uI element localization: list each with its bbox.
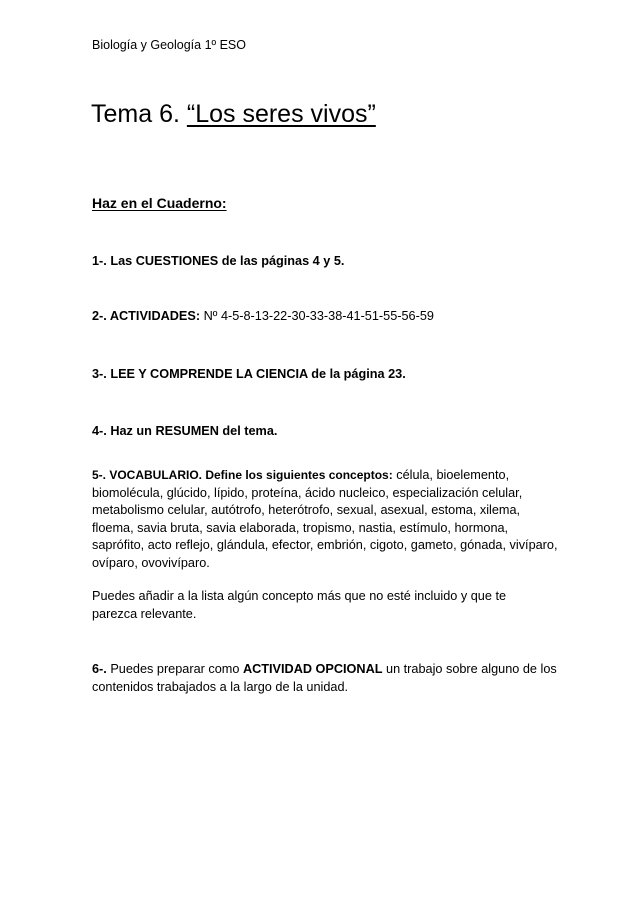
task-4-end: . [273, 424, 278, 438]
task-2-text: Nº 4-5-8-13-22-30-33-38-41-51-55-56-59 [200, 309, 434, 323]
task-1: 1-. Las CUESTIONES de las páginas 4 y 5. [92, 254, 345, 268]
task-5-label: 5-. VOCABULARIO. Define los siguientes conceptos: [92, 468, 393, 482]
task-6-label: 6-. [92, 662, 107, 676]
task-4-label: 4-. Haz un RESUMEN del tema [92, 424, 274, 438]
title-prefix: Tema 6. [91, 100, 187, 128]
title-topic: “Los seres vivos” [186, 100, 376, 128]
course-header: Biología y Geología 1º ESO [92, 38, 246, 52]
task-5-text: célula, bioelemento, biomolécula, glúcido, lípido, proteína, ácido nucleico, especialización celular, metabolismo celular, autótrofo, heterótrofo, sexual, asexual, estoma, xilema, floema, savia bruta, savia elaborada, tropismo, nastia, estímulo, hormona, saprófito, acto reflejo, glándula, efector, embrión, cigoto, gameto, gónada, vivíparo, ovíparo, ovovivíparo. [92, 468, 558, 570]
task-4 [92, 423, 277, 441]
task-6-strong: ACTIVIDAD OPCIONAL [242, 662, 383, 676]
page-title [91, 100, 376, 129]
task-6 [92, 661, 562, 696]
task-3: 3-. LEE Y COMPRENDE LA CIENCIA de la página 23. [92, 367, 406, 381]
task-2 [92, 308, 434, 326]
task-5 [92, 467, 562, 572]
task-5-note: Puedes añadir a la lista algún concepto más que no esté incluido y que te parezca relevante. [92, 589, 507, 621]
task-6-pre: Puedes preparar como [106, 662, 243, 676]
task-2-label: 2-. ACTIVIDADES: [92, 309, 201, 323]
section-heading: Haz en el Cuaderno: [92, 195, 227, 211]
task-6-post: un trabajo sobre alguno de los contenidos trabajados a la largo de la unidad. [92, 662, 557, 694]
